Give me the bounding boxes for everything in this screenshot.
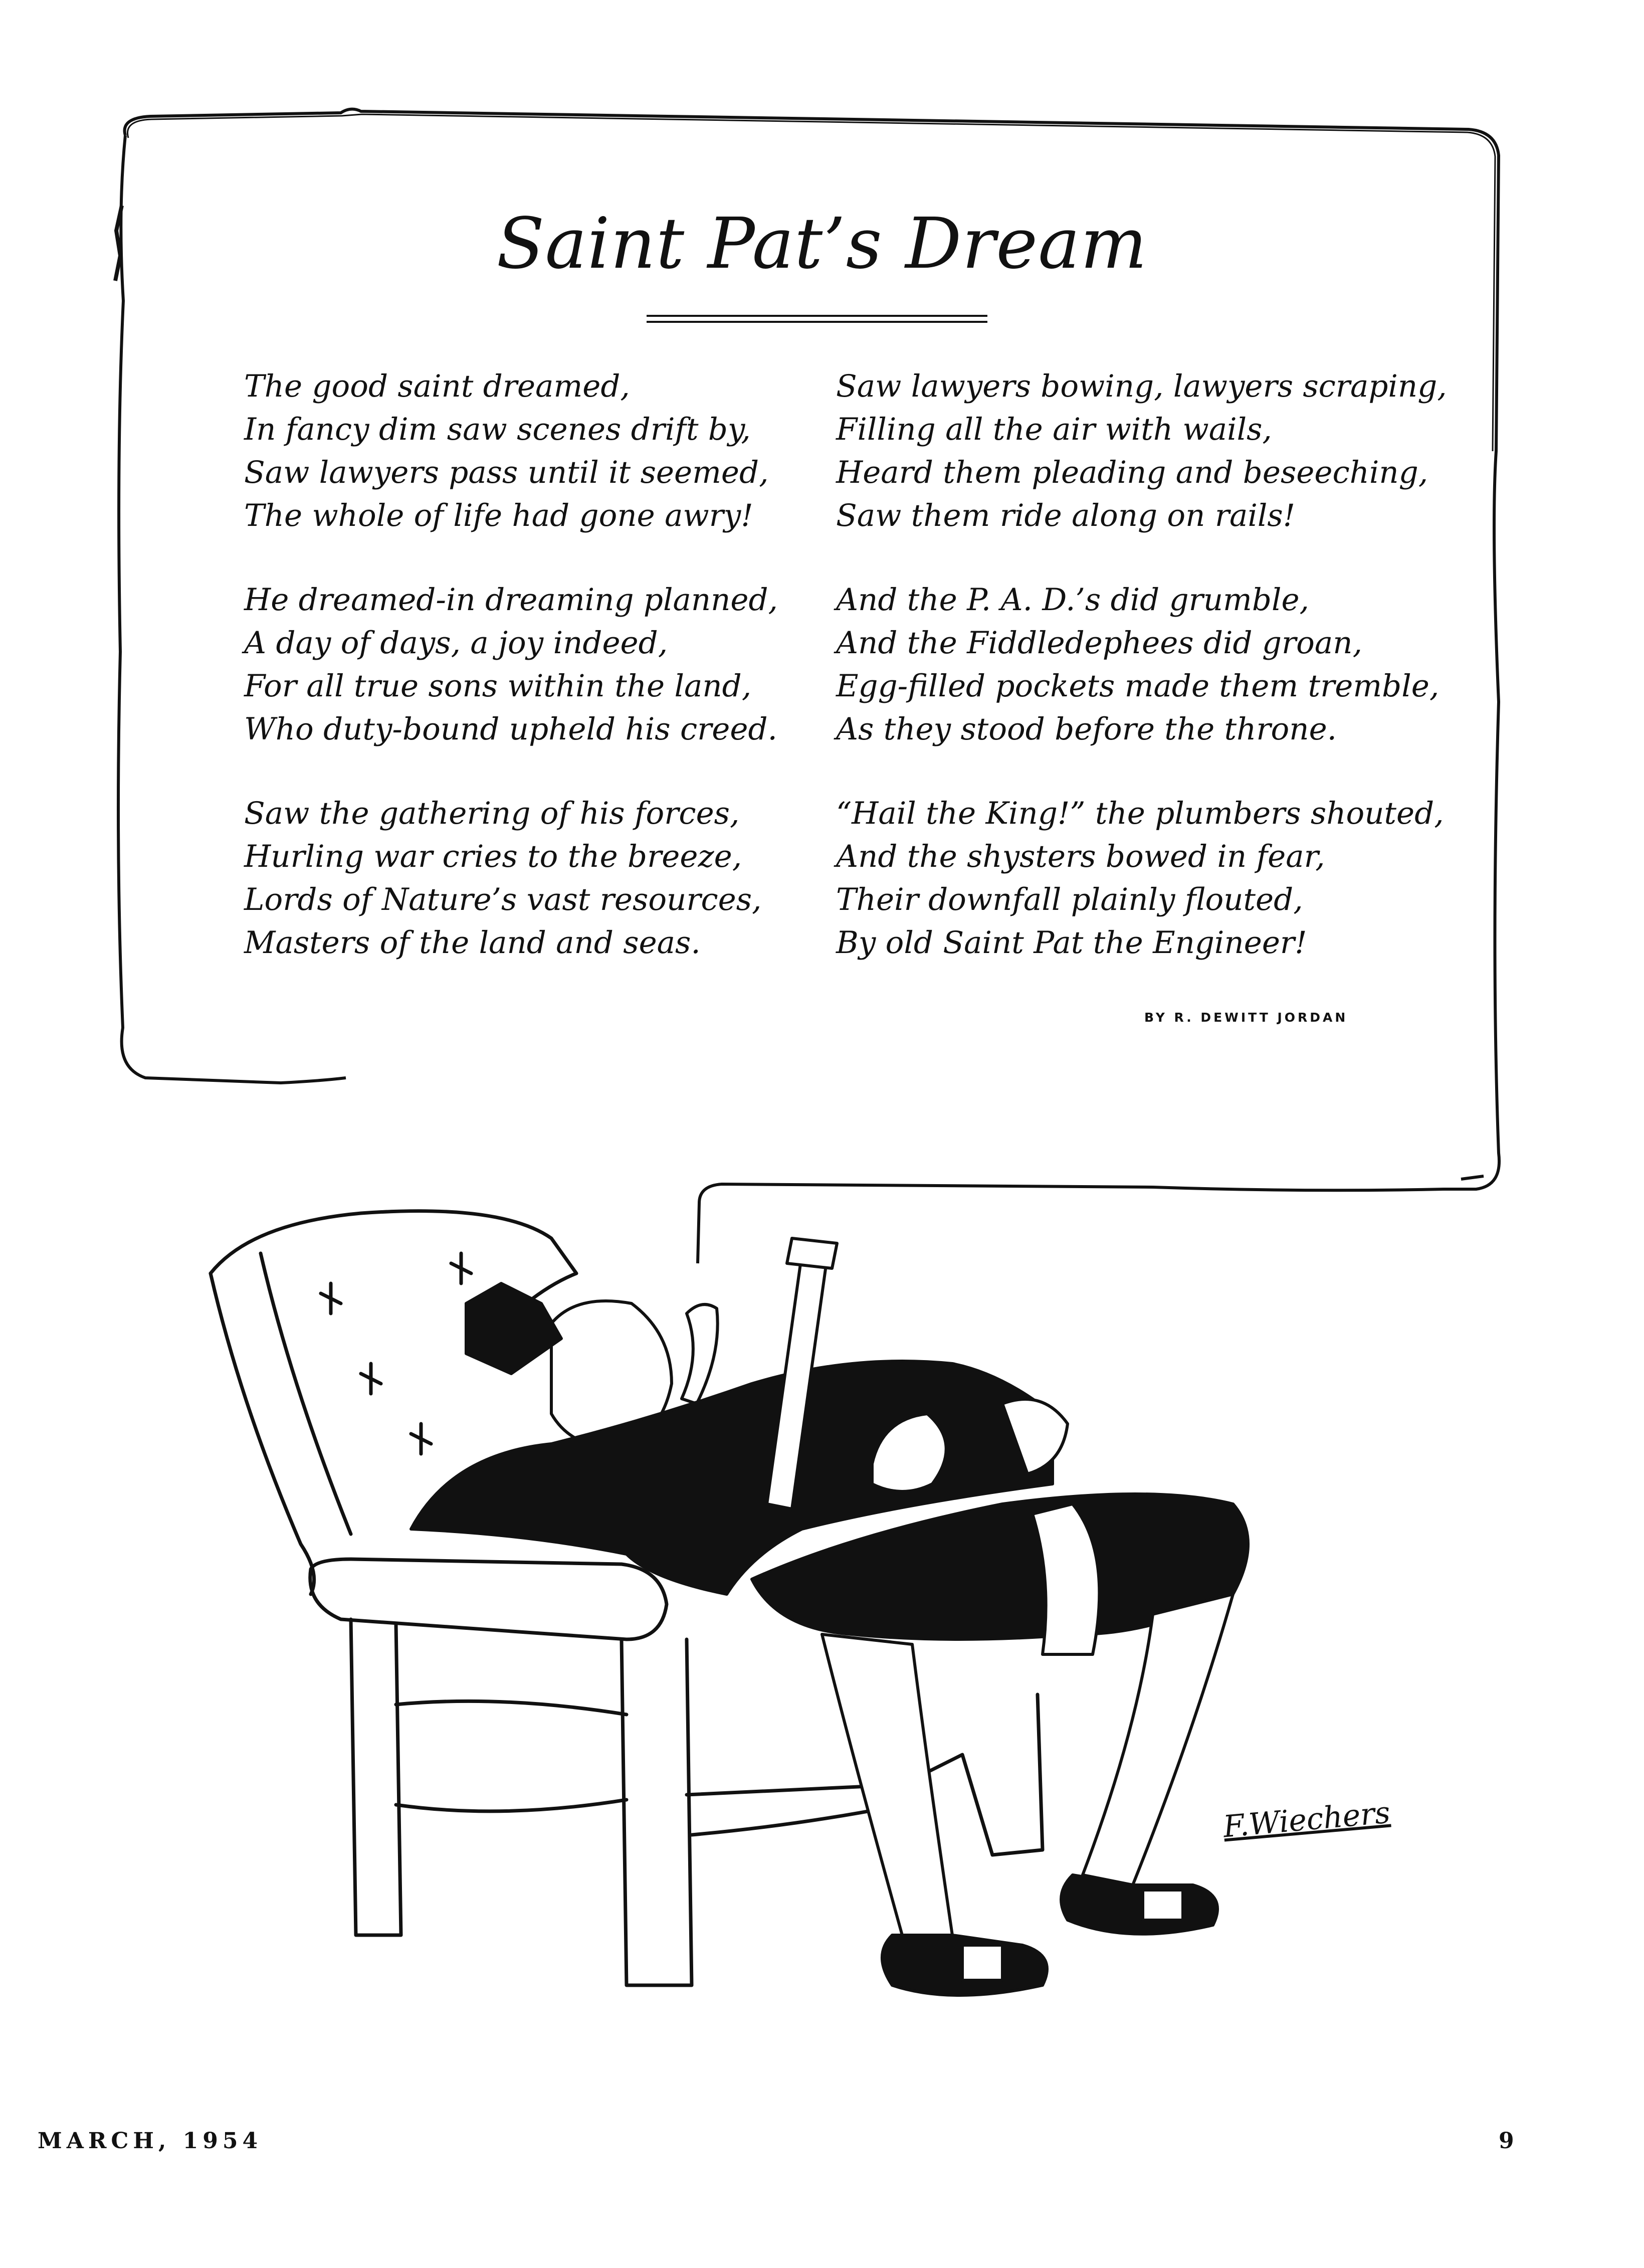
poem-line: A day of days, a joy indeed, xyxy=(244,625,668,661)
poem-line: And the Fiddledephees did groan, xyxy=(836,625,1362,661)
poem-line: Saw them ride along on rails! xyxy=(836,498,1296,533)
poem-line: He dreamed-in dreaming planned, xyxy=(244,582,778,618)
poem-line: Saw the gathering of his forces, xyxy=(244,796,740,831)
poem-line: The whole of life had gone awry! xyxy=(244,498,753,533)
poem-line: For all true sons within the land, xyxy=(244,668,752,704)
poem-byline: BY R. DEWITT JORDAN xyxy=(1144,1010,1348,1025)
poem-line: By old Saint Pat the Engineer! xyxy=(836,925,1307,961)
poem-line: And the shysters bowed in fear, xyxy=(836,839,1325,874)
page-number: 9 xyxy=(1499,2128,1514,2154)
poem-line: Saw lawyers pass until it seemed, xyxy=(244,455,769,490)
poem-line: As they stood before the throne. xyxy=(836,711,1337,747)
poem-line: Who duty-bound upheld his creed. xyxy=(244,711,777,747)
issue-date: MARCH, 1954 xyxy=(38,2128,263,2154)
poem-line: Their downfall plainly flouted, xyxy=(836,882,1303,917)
artist-signature: F.Wiechers xyxy=(1221,1795,1392,1845)
poem-line: Filling all the air with wails, xyxy=(836,412,1272,447)
poem-line: And the P. A. D.’s did grumble, xyxy=(836,582,1309,618)
poem-line: Lords of Nature’s vast resources, xyxy=(244,882,762,917)
poem-line: Egg-filled pockets made them tremble, xyxy=(836,668,1440,704)
poem-line: Masters of the land and seas. xyxy=(244,925,701,961)
poem-line: Heard them pleading and beseeching, xyxy=(836,455,1428,490)
poem-line: The good saint dreamed, xyxy=(244,368,630,404)
poem-line: Hurling war cries to the breeze, xyxy=(244,839,742,874)
poem-line: “Hail the King!” the plumbers shouted, xyxy=(836,796,1444,831)
poem-title: Saint Pat’s Dream xyxy=(496,203,1148,285)
poem-line: In fancy dim saw scenes drift by, xyxy=(244,412,751,447)
poem-line: Saw lawyers bowing, lawyers scraping, xyxy=(836,368,1447,404)
